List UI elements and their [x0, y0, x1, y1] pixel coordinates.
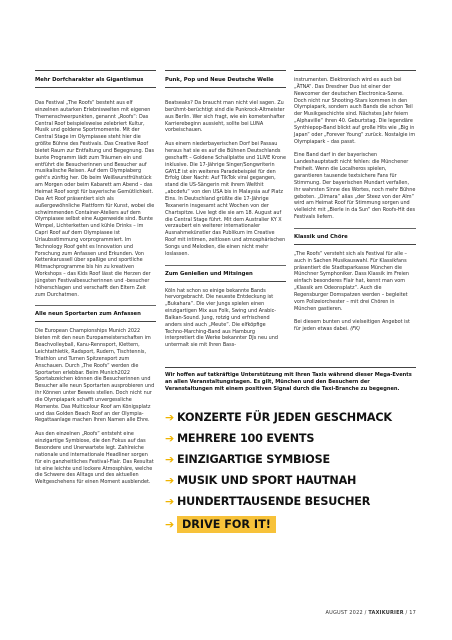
- feature-list: [165, 409, 425, 533]
- paragraph: Beatseaks? Da braucht man nicht viel sagen. Zu berühmt-berüchtigt sind die Punkrock-Altmeister aus Berlin. Wer sich fragt, wie ein kometenhafter Karrierebeginn aussieht, sollte bei LUNA vorbeischauen.: [165, 100, 285, 134]
- feature-item: [165, 409, 425, 426]
- cta-row: [165, 516, 425, 533]
- section-divider: [35, 305, 156, 306]
- heading-klassik: Klassik und Chöre: [294, 234, 416, 245]
- feature-item: [165, 451, 425, 468]
- closing-text: Bei diesem bunten und vielseitigen Angebot ist für jeden etwas dabei.: [294, 319, 410, 333]
- arrow-right-icon: ➔: [165, 518, 175, 531]
- paragraph: „The Roofs“ versteht sich als Festival für alle – auch in Sachen Musikauswahl. Für Klassikfans präsentiert die Stadtsparkasse München die Münchner Symphoniker. Dass Klassik im Freien einfach besonderes Flair hat, kennt man vom „Klassik am Odeonsplatz“. Auch die Regensburger Domspatzen werden – begleitet vom Polizeiorchester – mit drei Chören in München gastieren.: [294, 250, 409, 312]
- highlight-rule: [165, 367, 416, 368]
- paragraph: instrumenten. Elektronisch wird es auch bei „ÄTNA“. Das Dresdner Duo ist einer der Newcomer der deutschen Electronica-Szene. Doch nicht nur Shooting-Stars kommen in den Olympiapark, sondern auch Bands die schon Teil der Musikgeschichte sind. Nächstes Jahr feiern „Alphaville“ ihren 40. Geburtstag. Die legendäre Synthiepop-Band blickt auf große Hits wie „Big in Japan“ oder „Forever Young“ zurück. Nostalgie im Olympiapark – das passt.: [294, 77, 416, 145]
- arrow-right-icon: ➔: [165, 453, 175, 466]
- column-right: [294, 70, 416, 340]
- section-divider: [165, 265, 286, 266]
- arrow-right-icon: ➔: [165, 474, 175, 487]
- section-divider: [294, 228, 416, 229]
- column-top-rule: [165, 70, 286, 71]
- feature-label: EINZIGARTIGE SYMBIOSE: [177, 453, 330, 466]
- column-top-rule: [35, 70, 156, 71]
- paragraph: Aus den einzelnen „Roofs“ entsteht eine einzigartige Symbiose, die den Fokus auf das Besondere und Unerwartete legt. Zahlreiche nationale und internationale Headliner sorgen für ein ganzheitliches Festival-Flair. Das Resultat ist eine leichte und lockere Atmosphäre, welche die Schwere des Alltags und des aktuellen Weltgeschehens für einen Moment ausblendet.: [35, 431, 154, 486]
- feature-item: [165, 493, 425, 510]
- author-signature: (FK): [350, 326, 361, 333]
- column-left: [35, 70, 156, 493]
- heading-dorfcharakter: Mehr Dorfcharakter als Gigantismus: [35, 77, 156, 88]
- drive-for-it-banner: DRIVE FOR IT!: [177, 516, 276, 533]
- page-footer: [325, 610, 416, 616]
- feature-item: [165, 430, 425, 447]
- paragraph: Eine Band darf in der bayerischen Landeshauptstadt nicht fehlen: die Münchener Freiheit. Wenn die Localheros spielen, garantieren tausende textsichere Fans für Stimmung. Der bayerischen Mundart verfallen, ihr wahrsten Sinne des Wortes, noch mehr Bühne geboten. „Oimara“ alias „der Steez von der Alm“ wird am Heimat Roof für Stimmung sorgen und vielleicht mit „Bierle in da Sun“ den Roofs-Hit des Festivals liefern.: [294, 152, 416, 221]
- column-top-rule: [294, 70, 416, 71]
- paragraph: Das Festival „The Roofs“ besteht aus elf einzelnen autarken Erlebniswelten mit eigenen Themenschwerpunkten, genannt „Roofs“: Das Central Roof beispielsweise zelebriert Kultur, Musik und goldene Sportmomente. Mit der Central Stage im Olympiasee steht hier die größte Bühne des Festivals. Das Creative Roof bietet Raum zur Entfaltung und Begegnung. Das bunte Programm lädt zum Träumen ein und entführt die Besucherinnen und Besucher auf musikalische Reisen. Auf dem Olympiaberg geht's zünftig her. Ob beim Weißwurstfrühstück am Morgen oder beim Kabarett am Abend – das Heimat Roof sorgt für bayerische Gemütlichkeit. Das Art Roof präsentiert sich als außergewöhnliche Plattform für Kunst, wobei die schwimmenden Container-Ateliers auf dem Olympiasee selbst eine Augenweide sind. Bunte Wimpel, Lichterketten und kühle Drinks – im Capri Roof auf dem Olympiasee ist Urlaubsstimmung vorprogrammiert. Im Technology Roof geht es Innovation und Forschung zum Anfassen und Erkunden. Von Kettenkarussell über spaßige und sportliche Mitmachprogramme bis hin zu kreativen Workshops – das Kids Roof lässt die Herzen der jüngsten Festivalbesucherinnen und -besucher höherschlagen und verschafft den Eltern Zeit zum Durchatmen.: [35, 100, 155, 298]
- issue-date: AUGUST 2022: [325, 610, 363, 616]
- feature-label: HUNDERTTAUSENDE BESUCHER: [177, 495, 371, 508]
- arrow-right-icon: ➔: [165, 495, 175, 508]
- feature-label: MUSIK UND SPORT HAUTNAH: [177, 474, 357, 487]
- arrow-right-icon: ➔: [165, 432, 175, 445]
- arrow-right-icon: ➔: [165, 411, 175, 424]
- heading-geniessen: Zum Genießen und Mitsingen: [165, 271, 286, 282]
- heading-punk-pop: Punk, Pop und Neue Deutsche Welle: [165, 77, 286, 88]
- paragraph: [294, 319, 416, 333]
- paragraph: Die European Championships Munich 2022 bieten mit den neun Europameisterschaften im Beachvolleyball, Kanu-Rennsport, Klettern, Leichtathletik, Radsport, Rudern, Tischtennis, Triathlon und Turnen Spitzensport zum Anschauen. Durch „The Roofs“ werden die Sportarten erlebbar. Beim Munich2022 Sportabzeichen können die Besucherinnen und Besucher alle neun Sportarten ausprobieren und ihr Können unter Beweis stellen. Doch nicht nur die Olympiapark schafft unvergessliche Momente. Das Multicolour Roof am Königsplatz und das Golden Beach Roof an der Olympia-Regattaanlage machen Ihren Namen alle Ehre.: [35, 328, 155, 424]
- footer-separator: /: [364, 610, 367, 616]
- feature-item: [165, 472, 425, 489]
- feature-label: MEHRERE 100 EVENTS: [177, 432, 315, 445]
- heading-sportarten: Alle neun Sportarten zum Anfassen: [35, 311, 156, 322]
- page-number: 17: [409, 610, 416, 616]
- footer-separator: /: [405, 610, 408, 616]
- feature-label: KONZERTE FÜR JEDEN GESCHMACK: [177, 411, 392, 424]
- column-middle: [165, 70, 286, 356]
- highlight-intro: [165, 367, 416, 393]
- highlight-text: Wir hoffen auf tatkräftige Unterstützung mit Ihren Taxis während dieser Mega-Events an allen Veranstaltungstagen. Es gilt, München und den Besuchern der Veranstaltungen mit einem positiven Signal durch die Taxi-Branche zu begegnen.: [165, 372, 412, 392]
- paragraph: Aus einem niederbayerischen Dorf bei Passau heraus hat sie es auf die Bühnen Deutschlands geschafft – Goldene Schallplatte und 1LIVE Krone inklusive. Die 17-Jährige Singer/Songwriterin GAYLE ist ein weiteres Paradebeispiel für den Erfolg über Nacht: Auf TikTok viral gegangen, stand die US-Sängerin mit ihrem Welthit „abcdefu“ von den USA bis in Malaysia auf Platz Eins. In Deutschland grüßte die 17-Jährige Texanerin insgesamt acht Wochen von der Chartspitze. Live legt die sie am 18. August auf die Central Stage führt. Mit dem Australier KY X verzaubert ein weiterer internationaler Ausnahmekünstler das Publikum im Creative Roof mit intimen, zeitlosen und atmosphärischen Songs und Melodien, die einen nicht mehr loslassen.: [165, 141, 287, 257]
- publication-name: TAXIKURIER: [368, 610, 404, 616]
- paragraph: Köln hat schon so einige bekannte Bands hervorgebracht. Die neueste Entdeckung ist „Bukahara“. Die vier Jungs spielen einen einzigartigen Mix aus Folk, Swing und Arabic-Balkan-Sound. Jung, rotzig und erfrischend anders sind auch „Meute“. Die elfköpfige Techno-Marching-Band aus Hamburg interpretiert die Werke bekannter DJs neu und untermalt sie mit Ihren Bass-: [165, 287, 278, 349]
